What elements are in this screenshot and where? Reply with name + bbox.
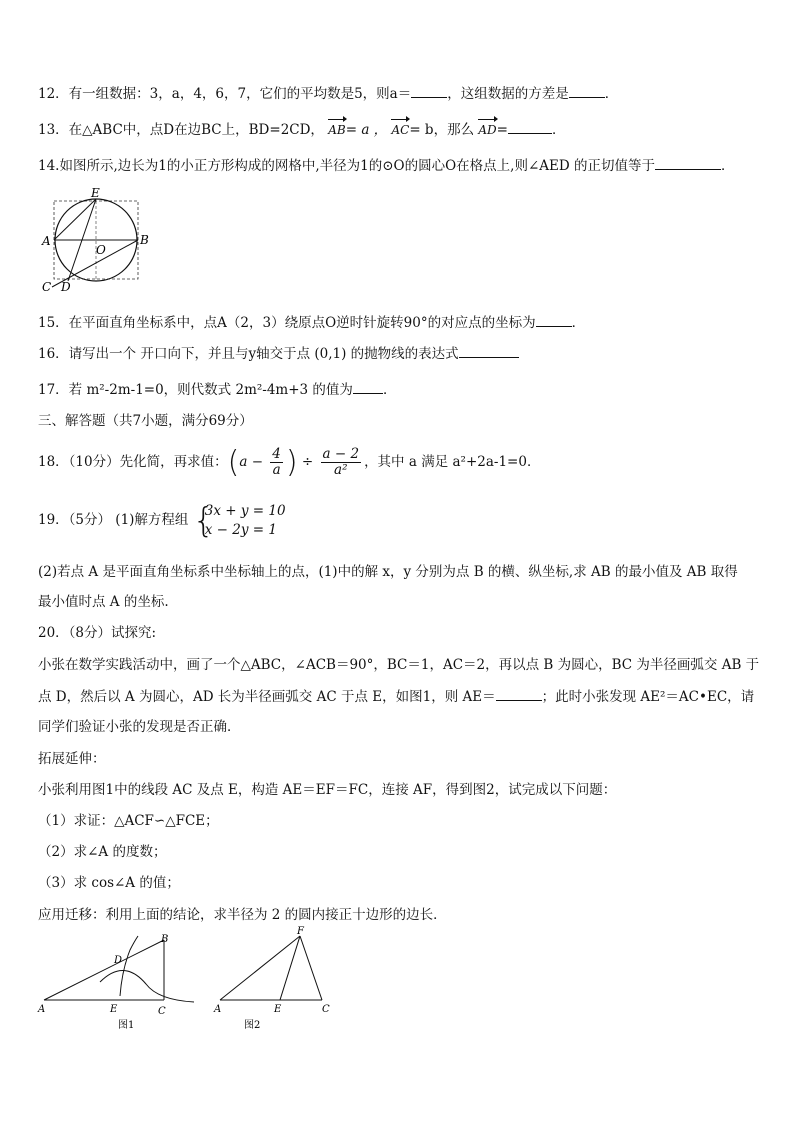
q20-para2 xyxy=(38,686,764,707)
q14-blank xyxy=(655,155,721,170)
q13-text: 13．在△ABC中，点D在边BC上，BD=2CD， xyxy=(38,122,324,138)
q12-blank-a xyxy=(411,83,447,98)
q20-para1: 小张在数学实践活动中，画了一个△ABC，∠ACB＝90°，BC＝1，AC＝2，再以点 B 为圆心，BC 为半径画弧交 AB 于 xyxy=(38,657,760,673)
question-13 xyxy=(38,119,764,140)
label-b: B xyxy=(161,934,169,945)
label-b: B xyxy=(140,233,149,247)
q20-subquestion-2: （2）求∠A 的度数； xyxy=(38,844,167,860)
q13-blank xyxy=(508,119,552,134)
label-e: E xyxy=(274,1004,282,1015)
q20-title: 20．（8分）试探究: xyxy=(38,625,157,641)
q17-text: 17．若 m²-2m-1=0，则代数式 2m²-4m+3 的值为 xyxy=(38,382,353,398)
label-d: D xyxy=(114,955,123,966)
q20-para2-b: ；此时小张发现 AE²＝AC•EC，请 xyxy=(541,689,755,705)
frac1-numerator: 4 xyxy=(272,446,281,462)
label-o: O xyxy=(96,243,106,257)
equation-2: x − 2y = 1 xyxy=(204,521,277,538)
q18-prefix: 18．（10分）先化简，再求值： xyxy=(38,454,228,470)
q19-prefix: 19．（5分） (1)解方程组 xyxy=(38,512,189,528)
frac2-numerator: a − 2 xyxy=(322,446,360,462)
q14-text: 14.如图所示,边长为1的小正方形构成的网格中,半径为1的⊙O的圆心O在格点上,则∠AED 的正切值等于 xyxy=(38,158,655,174)
q20-subquestion-3: （3）求 cos∠A 的值； xyxy=(38,875,180,891)
q12-text: 12．有一组数据：3，a，4，6，7，它们的平均数是5，则a＝ xyxy=(38,86,412,102)
question-19 xyxy=(38,500,764,540)
q19-part2-line1: (2)若点 A 是平面直角坐标系中坐标轴上的点，(1)中的解 x，y 分别为点 B 的横、纵坐标,求 AB 的最小值及 AB 取得 xyxy=(38,564,738,580)
caption-fig2: 图2 xyxy=(244,1020,261,1031)
label-c: C xyxy=(158,1006,166,1017)
segment-fc xyxy=(300,936,322,1000)
vector-ad: AD xyxy=(478,120,496,140)
label-a: A xyxy=(42,234,51,248)
q17-blank xyxy=(353,379,383,394)
q19-part2-line2: 最小值时点 A 的坐标. xyxy=(38,594,169,610)
arc-centered-a xyxy=(120,936,138,996)
label-a: A xyxy=(38,1004,46,1015)
q18-suffix: ，其中 a 满足 a²+2a-1=0． xyxy=(364,454,541,470)
label-e: E xyxy=(91,186,100,200)
arc-centered-b xyxy=(100,970,194,1002)
question-17 xyxy=(38,379,764,400)
frac1-denominator: a xyxy=(272,462,281,478)
segment-ab xyxy=(44,940,164,1000)
q20-application: 应用迁移：利用上面的结论，求半径为 2 的圆内接正十边形的边长． xyxy=(38,907,447,923)
q20-para4: 小张利用图1中的线段 AC 及点 E，构造 AE＝EF＝FC，连接 AF，得到图2，试完成以下问题： xyxy=(38,782,617,798)
fraction-a-minus-2-over-a-squared xyxy=(321,447,362,478)
frac2-denominator: a² xyxy=(334,462,348,478)
q15-text: 15．在平面直角坐标系中，点A（2，3）绕原点O逆时针旋转90°的对应点的坐标为 xyxy=(38,315,536,331)
q18-a: a xyxy=(239,454,248,470)
vector-ab: AB xyxy=(328,120,345,140)
q15-end: ． xyxy=(571,315,586,331)
equation-1: 3x + y = 10 xyxy=(204,502,286,519)
q15-blank xyxy=(536,312,572,327)
left-paren: ( xyxy=(227,444,240,480)
right-paren: ) xyxy=(285,444,298,480)
label-a: A xyxy=(214,1004,222,1015)
q20-extension-heading: 拓展延伸： xyxy=(38,751,106,767)
figure-1-triangle-arcs xyxy=(34,930,204,1035)
fraction-4-over-a xyxy=(270,447,283,478)
segment-af xyxy=(220,936,300,1000)
q13-eq2: = b，那么 xyxy=(409,122,475,138)
q13-eq3: = xyxy=(496,122,508,138)
q20-subquestion-1: （1）求证：△ACF∽△FCE； xyxy=(38,813,219,829)
q12-mid: ，这组数据的方差是 xyxy=(447,86,569,102)
q14-end: ． xyxy=(721,158,735,174)
question-12 xyxy=(38,83,764,104)
label-e: E xyxy=(110,1004,118,1015)
q20-para2-a: 点 D，然后以 A 为圆心，AD 长为半径画弧交 AC 于点 E，如图1，则 AE＝ xyxy=(38,689,496,705)
q13-end: ． xyxy=(551,122,566,138)
q20-blank-ae xyxy=(496,686,542,701)
q18-divide: ÷ xyxy=(301,454,314,470)
label-f: F xyxy=(297,926,304,937)
q16-text: 16．请写出一个 开口向下，并且与y轴交于点 (0,1) 的抛物线的表达式 xyxy=(38,346,459,362)
equation-system xyxy=(193,502,286,540)
label-c: C xyxy=(322,1004,330,1015)
label-d: D xyxy=(61,280,71,294)
question-14 xyxy=(38,155,764,176)
vector-ac: AC xyxy=(391,120,409,140)
section-3-heading: 三、解答题（共7小题，满分69分） xyxy=(38,413,253,429)
q20-para3: 同学们验证小张的发现是否正确． xyxy=(38,719,241,735)
caption-fig1: 图1 xyxy=(118,1020,135,1031)
q17-end: ． xyxy=(382,382,397,398)
figure-14-circle-grid xyxy=(36,185,156,295)
q12-end: ． xyxy=(604,86,619,102)
label-c: C xyxy=(42,280,52,294)
question-18 xyxy=(38,440,764,484)
segment-fe xyxy=(280,936,300,1000)
brace: { xyxy=(192,500,215,541)
q18-minus: − xyxy=(251,454,263,470)
q12-blank-variance xyxy=(569,83,605,98)
question-16 xyxy=(38,343,764,364)
q13-eq1: = a ， xyxy=(345,122,388,138)
q16-blank xyxy=(459,343,519,358)
figure-2-triangle xyxy=(210,926,340,1034)
question-15 xyxy=(38,312,764,333)
